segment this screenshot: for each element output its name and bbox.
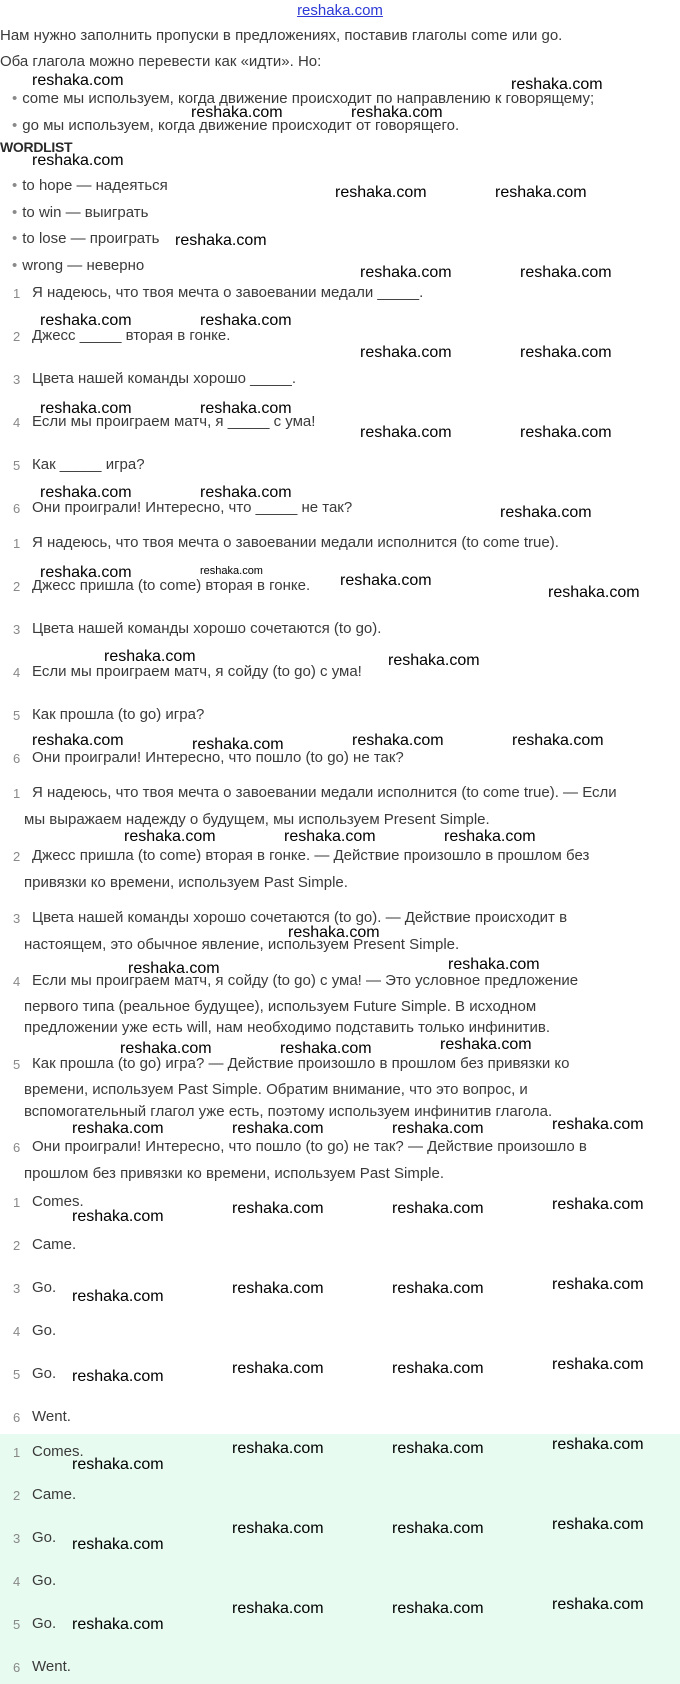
explanation-line: времени, используем Past Simple. Обратим внимание, что это вопрос, и bbox=[24, 1081, 528, 1098]
task-text: Джесс _____ вторая в гонке. bbox=[32, 327, 231, 344]
answer-number: 6 bbox=[13, 1660, 21, 1675]
watermark: reshaka.com bbox=[392, 1360, 484, 1377]
explanation-line: Как прошла (to go) игра? — Действие произошло в прошлом без привязки ко bbox=[32, 1055, 570, 1072]
watermark: reshaka.com bbox=[232, 1360, 324, 1377]
watermark: reshaka.com bbox=[40, 484, 132, 501]
watermark: reshaka.com bbox=[72, 1536, 164, 1553]
explanation-line: прошлом без привязки ко времени, используем Past Simple. bbox=[24, 1165, 445, 1182]
watermark: reshaka.com bbox=[392, 1520, 484, 1537]
watermark: reshaka.com bbox=[72, 1208, 164, 1225]
explanation-number: 1 bbox=[13, 786, 21, 801]
answer-number: 2 bbox=[13, 1488, 21, 1503]
filled-text: Цвета нашей команды хорошо сочетаются (to go). bbox=[32, 620, 382, 637]
answer-text: Came. bbox=[32, 1236, 77, 1253]
answer-number: 4 bbox=[13, 1324, 21, 1339]
answer-number: 2 bbox=[13, 1238, 21, 1253]
site-logo-link[interactable]: reshaka.com bbox=[297, 2, 383, 19]
watermark: reshaka.com bbox=[40, 564, 132, 581]
watermark: reshaka.com bbox=[495, 184, 587, 201]
watermark: reshaka.com bbox=[552, 1516, 644, 1533]
watermark: reshaka.com bbox=[511, 76, 603, 93]
watermark: reshaka.com bbox=[444, 828, 536, 845]
watermark: reshaka.com bbox=[552, 1116, 644, 1133]
task-number: 3 bbox=[13, 372, 21, 387]
task-number: 4 bbox=[13, 415, 21, 430]
watermark: reshaka.com bbox=[512, 732, 604, 749]
watermark: reshaka.com bbox=[124, 828, 216, 845]
watermark: reshaka.com bbox=[40, 312, 132, 329]
watermark: reshaka.com bbox=[280, 1040, 372, 1057]
watermark: reshaka.com bbox=[335, 184, 427, 201]
watermark: reshaka.com bbox=[392, 1200, 484, 1217]
answer-number: 1 bbox=[13, 1445, 21, 1460]
task-text: Они проиграли! Интересно, что _____ не так? bbox=[32, 499, 353, 516]
explanation-number: 3 bbox=[13, 911, 21, 926]
watermark: reshaka.com bbox=[552, 1276, 644, 1293]
intro-line: Оба глагола можно перевести как «идти». Но: bbox=[0, 53, 322, 70]
task-text: Я надеюсь, что твоя мечта о завоевании медали _____. bbox=[32, 284, 424, 301]
watermark: reshaka.com bbox=[104, 648, 196, 665]
watermark: reshaka.com bbox=[200, 312, 292, 329]
filled-number: 4 bbox=[13, 665, 21, 680]
watermark: reshaka.com bbox=[72, 1120, 164, 1137]
watermark: reshaka.com bbox=[552, 1436, 644, 1453]
explanation-number: 6 bbox=[13, 1140, 21, 1155]
watermark: reshaka.com bbox=[392, 1600, 484, 1617]
watermark: reshaka.com bbox=[440, 1036, 532, 1053]
answer-text: Go. bbox=[32, 1572, 57, 1589]
answer-text: Go. bbox=[32, 1322, 57, 1339]
watermark: reshaka.com bbox=[72, 1368, 164, 1385]
explanation-line: привязки ко времени, используем Past Simple. bbox=[24, 874, 348, 891]
explanation-line: вспомогательный глагол уже есть, поэтому используем инфинитив глагола. bbox=[24, 1103, 553, 1120]
answer-number: 3 bbox=[13, 1531, 21, 1546]
watermark: reshaka.com bbox=[520, 264, 612, 281]
filled-text: Они проиграли! Интересно, что пошло (to go) не так? bbox=[32, 749, 404, 766]
answer-number: 6 bbox=[13, 1410, 21, 1425]
watermark: reshaka.com bbox=[32, 732, 124, 749]
watermark: reshaka.com bbox=[232, 1200, 324, 1217]
watermark: reshaka.com bbox=[520, 344, 612, 361]
filled-number: 6 bbox=[13, 751, 21, 766]
watermark: reshaka.com bbox=[288, 924, 380, 941]
task-number: 6 bbox=[13, 501, 21, 516]
watermark: reshaka.com bbox=[360, 424, 452, 441]
watermark: reshaka.com bbox=[192, 736, 284, 753]
explanation-line: Я надеюсь, что твоя мечта о завоевании медали исполнится (to come true). — Если bbox=[32, 784, 617, 801]
task-number: 5 bbox=[13, 458, 21, 473]
watermark: reshaka.com bbox=[32, 72, 124, 89]
answer-text: Go. bbox=[32, 1529, 57, 1546]
watermark: reshaka.com bbox=[360, 344, 452, 361]
watermark: reshaka.com bbox=[32, 152, 124, 169]
watermark: reshaka.com bbox=[72, 1288, 164, 1305]
wordlist-item: • to hope — надеяться bbox=[12, 177, 168, 194]
explanation-number: 5 bbox=[13, 1057, 21, 1072]
answer-number: 3 bbox=[13, 1281, 21, 1296]
watermark: reshaka.com bbox=[448, 956, 540, 973]
explanation-line: первого типа (реальное будущее), используем Future Simple. В исходном bbox=[24, 998, 537, 1015]
explanation-line: настоящем, это обычное явление, используем Present Simple. bbox=[24, 936, 460, 953]
watermark: reshaka.com bbox=[340, 572, 432, 589]
wordlist-item: • to win — выиграть bbox=[12, 204, 148, 221]
watermark: reshaka.com bbox=[175, 232, 267, 249]
watermark: reshaka.com bbox=[191, 104, 283, 121]
watermark: reshaka.com bbox=[552, 1196, 644, 1213]
watermark: reshaka.com bbox=[500, 504, 592, 521]
watermark: reshaka.com bbox=[128, 960, 220, 977]
watermark: reshaka.com bbox=[40, 400, 132, 417]
answer-text: Went. bbox=[32, 1408, 71, 1425]
explanation-line: Джесс пришла (to come) вторая в гонке. — Действие произошло в прошлом без bbox=[32, 847, 590, 864]
answer-number: 5 bbox=[13, 1617, 21, 1632]
wordlist-item: • wrong — неверно bbox=[12, 257, 144, 274]
explanation-line: предложении уже есть will, нам необходимо подставить только инфинитив. bbox=[24, 1019, 551, 1036]
watermark: reshaka.com bbox=[200, 565, 263, 577]
filled-number: 5 bbox=[13, 708, 21, 723]
watermark: reshaka.com bbox=[200, 400, 292, 417]
watermark: reshaka.com bbox=[392, 1120, 484, 1137]
task-number: 2 bbox=[13, 329, 21, 344]
watermark: reshaka.com bbox=[388, 652, 480, 669]
explanation-line: Они проиграли! Интересно, что пошло (to go) не так? — Действие произошло в bbox=[32, 1138, 587, 1155]
wordlist-item: • to lose — проиграть bbox=[12, 230, 160, 247]
watermark: reshaka.com bbox=[72, 1456, 164, 1473]
watermark: reshaka.com bbox=[232, 1280, 324, 1297]
answer-number: 5 bbox=[13, 1367, 21, 1382]
answer-text: Go. bbox=[32, 1365, 57, 1382]
watermark: reshaka.com bbox=[392, 1440, 484, 1457]
explanation-line: мы выражаем надежду о будущем, мы используем Present Simple. bbox=[24, 811, 490, 828]
watermark: reshaka.com bbox=[552, 1356, 644, 1373]
watermark: reshaka.com bbox=[392, 1280, 484, 1297]
rule-item: • go мы используем, когда движение происходит от говорящего. bbox=[12, 117, 459, 134]
watermark: reshaka.com bbox=[360, 264, 452, 281]
wordlist-heading: WORDLIST bbox=[0, 139, 73, 155]
answer-text: Go. bbox=[32, 1279, 57, 1296]
filled-number: 2 bbox=[13, 579, 21, 594]
watermark: reshaka.com bbox=[284, 828, 376, 845]
watermark: reshaka.com bbox=[352, 732, 444, 749]
filled-number: 1 bbox=[13, 536, 21, 551]
task-number: 1 bbox=[13, 286, 21, 301]
explanation-line: Если мы проиграем матч, я сойду (to go) с ума! — Это условное предложение bbox=[32, 972, 579, 989]
filled-text: Как прошла (to go) игра? bbox=[32, 706, 205, 723]
explanation-number: 4 bbox=[13, 974, 21, 989]
watermark: reshaka.com bbox=[351, 104, 443, 121]
rule-item: • come мы используем, когда движение происходит по направлению к говорящему; bbox=[12, 90, 594, 107]
answer-text: Comes. bbox=[32, 1443, 84, 1460]
task-text: Цвета нашей команды хорошо _____. bbox=[32, 370, 296, 387]
watermark: reshaka.com bbox=[548, 584, 640, 601]
watermark: reshaka.com bbox=[232, 1120, 324, 1137]
explanation-number: 2 bbox=[13, 849, 21, 864]
watermark: reshaka.com bbox=[232, 1440, 324, 1457]
watermark: reshaka.com bbox=[552, 1596, 644, 1613]
task-text: Если мы проиграем матч, я _____ с ума! bbox=[32, 413, 316, 430]
watermark: reshaka.com bbox=[232, 1520, 324, 1537]
watermark: reshaka.com bbox=[120, 1040, 212, 1057]
task-text: Как _____ игра? bbox=[32, 456, 145, 473]
answer-text: Comes. bbox=[32, 1193, 84, 1210]
explanation-line: Цвета нашей команды хорошо сочетаются (to go). — Действие происходит в bbox=[32, 909, 568, 926]
watermark: reshaka.com bbox=[520, 424, 612, 441]
filled-number: 3 bbox=[13, 622, 21, 637]
watermark: reshaka.com bbox=[200, 484, 292, 501]
answer-number: 1 bbox=[13, 1195, 21, 1210]
watermark: reshaka.com bbox=[232, 1600, 324, 1617]
filled-text: Если мы проиграем матч, я сойду (to go) с ума! bbox=[32, 663, 362, 680]
intro-line: Нам нужно заполнить пропуски в предложениях, поставив глаголы come или go. bbox=[0, 27, 563, 44]
answer-text: Came. bbox=[32, 1486, 77, 1503]
answer-text: Go. bbox=[32, 1615, 57, 1632]
watermark: reshaka.com bbox=[72, 1616, 164, 1633]
answer-number: 4 bbox=[13, 1574, 21, 1589]
filled-text: Джесс пришла (to come) вторая в гонке. bbox=[32, 577, 311, 594]
answer-text: Went. bbox=[32, 1658, 71, 1675]
filled-text: Я надеюсь, что твоя мечта о завоевании медали исполнится (to come true). bbox=[32, 534, 559, 551]
